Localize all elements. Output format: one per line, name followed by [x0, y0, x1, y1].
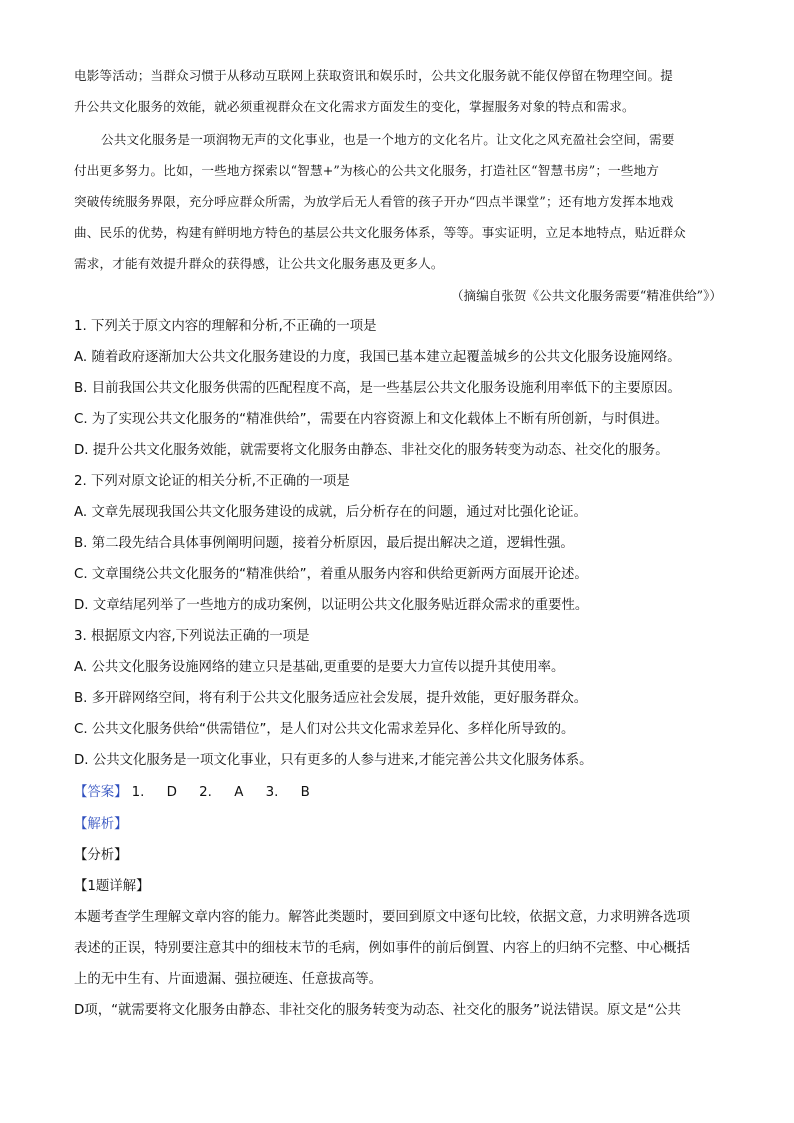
answer-text: 1. D 2. A 3. B	[131, 785, 310, 800]
question-stem: 3. 根据原文内容,下列说法正确的一项是	[74, 629, 310, 644]
passage-line: 突破传统服务界限，充分呼应群众所需，为放学后无人看管的孩子开办“四点半课堂”；还有地方发挥本地戏	[74, 194, 674, 209]
question-option: C. 文章围绕公共文化服务的“精准供给”，着重从服务内容和供给更新两方面展开论述。	[74, 567, 588, 582]
detail-line: 本题考查学生理解文章内容的能力。解答此类题时，要回到原文中逐句比较，依据文意，力求明辨各选项	[74, 910, 690, 925]
passage-source: （摘编自张贺《公共文化服务需要“精准供给”》）	[450, 288, 722, 303]
detail-line: D项，“就需要将文化服务由静态、非社交化的服务转变为动态、社交化的服务”说法错误。原文是“公共	[74, 1003, 681, 1018]
question-option: D. 文章结尾列举了一些地方的成功案例，以证明公共文化服务贴近群众需求的重要性。	[74, 598, 589, 613]
passage-line: 电影等活动；当群众习惯于从移动互联网上获取资讯和娱乐时，公共文化服务就不能仅停留在物理空间。提	[74, 68, 673, 83]
passage-line: 付出更多努力。比如，一些地方探索以“智慧+”为核心的公共文化服务，打造社区“智慧书房”；一些地方	[74, 163, 660, 178]
question-option: B. 第二段先结合具体事例阐明问题，接着分析原因，最后提出解决之道，逻辑性强。	[74, 536, 574, 551]
answer-row	[74, 783, 724, 803]
question-stem: 2. 下列对原文论证的相关分析,不正确的一项是	[74, 474, 350, 489]
passage-line: 需求，才能有效提升群众的获得感，让公共文化服务惠及更多人。	[74, 256, 444, 271]
answer-tag: 【答案】	[74, 785, 128, 800]
question-option: C. 公共文化服务供给“供需错位”，是人们对公共文化需求差异化、多样化所导致的。	[74, 722, 575, 737]
detail-line: 表述的正误，特别要注意其中的细枝末节的毛病，例如事件的前后倒置、内容上的归纳不完整、中心概括	[74, 941, 690, 956]
question-option: A. 文章先展现我国公共文化服务建设的成就，后分析存在的问题，通过对比强化论证。	[74, 505, 587, 520]
passage-line: 公共文化服务是一项润物无声的文化事业，也是一个地方的文化名片。让文化之风充盈社会空间，需要	[101, 132, 675, 147]
question-option: B. 多开辟网络空间，将有利于公共文化服务适应社会发展，提升效能，更好服务群众。	[74, 691, 588, 706]
question-option: A. 公共文化服务设施网络的建立只是基础,更重要的是要大力宣传以提升其使用率。	[74, 660, 565, 675]
passage-line: 升公共文化服务的效能，就必须重视群众在文化需求方面发生的变化，掌握服务对象的特点和需求。	[74, 99, 635, 114]
question-option: D. 公共文化服务是一项文化事业，只有更多的人参与进来,才能完善公共文化服务体系。	[74, 753, 593, 768]
question-option: A. 随着政府逐渐加大公共文化服务建设的力度，我国已基本建立起覆盖城乡的公共文化服务设施网络。	[74, 350, 681, 365]
section-fenxi: 【分析】	[74, 848, 128, 863]
detail-line: 上的无中生有、片面遗漏、强拉硬连、任意拔高等。	[74, 972, 382, 987]
section-jiexi: 【解析】	[74, 817, 128, 832]
section-detail-1: 【1题详解】	[74, 879, 150, 894]
passage-line: 曲、民乐的优势，构建有鲜明地方特色的基层公共文化服务体系，等等。事实证明，立足本地特点，贴近群众	[74, 225, 686, 240]
question-stem: 1. 下列关于原文内容的理解和分析,不正确的一项是	[74, 319, 377, 334]
question-option: D. 提升公共文化服务效能，就需要将文化服务由静态、非社交化的服务转变为动态、社交化的服务。	[74, 443, 669, 458]
question-option: B. 目前我国公共文化服务供需的匹配程度不高，是一些基层公共文化服务设施利用率低下的主要原因。	[74, 381, 681, 396]
question-option: C. 为了实现公共文化服务的“精准供给”，需要在内容资源上和文化载体上不断有所创新，与时俱进。	[74, 412, 669, 427]
